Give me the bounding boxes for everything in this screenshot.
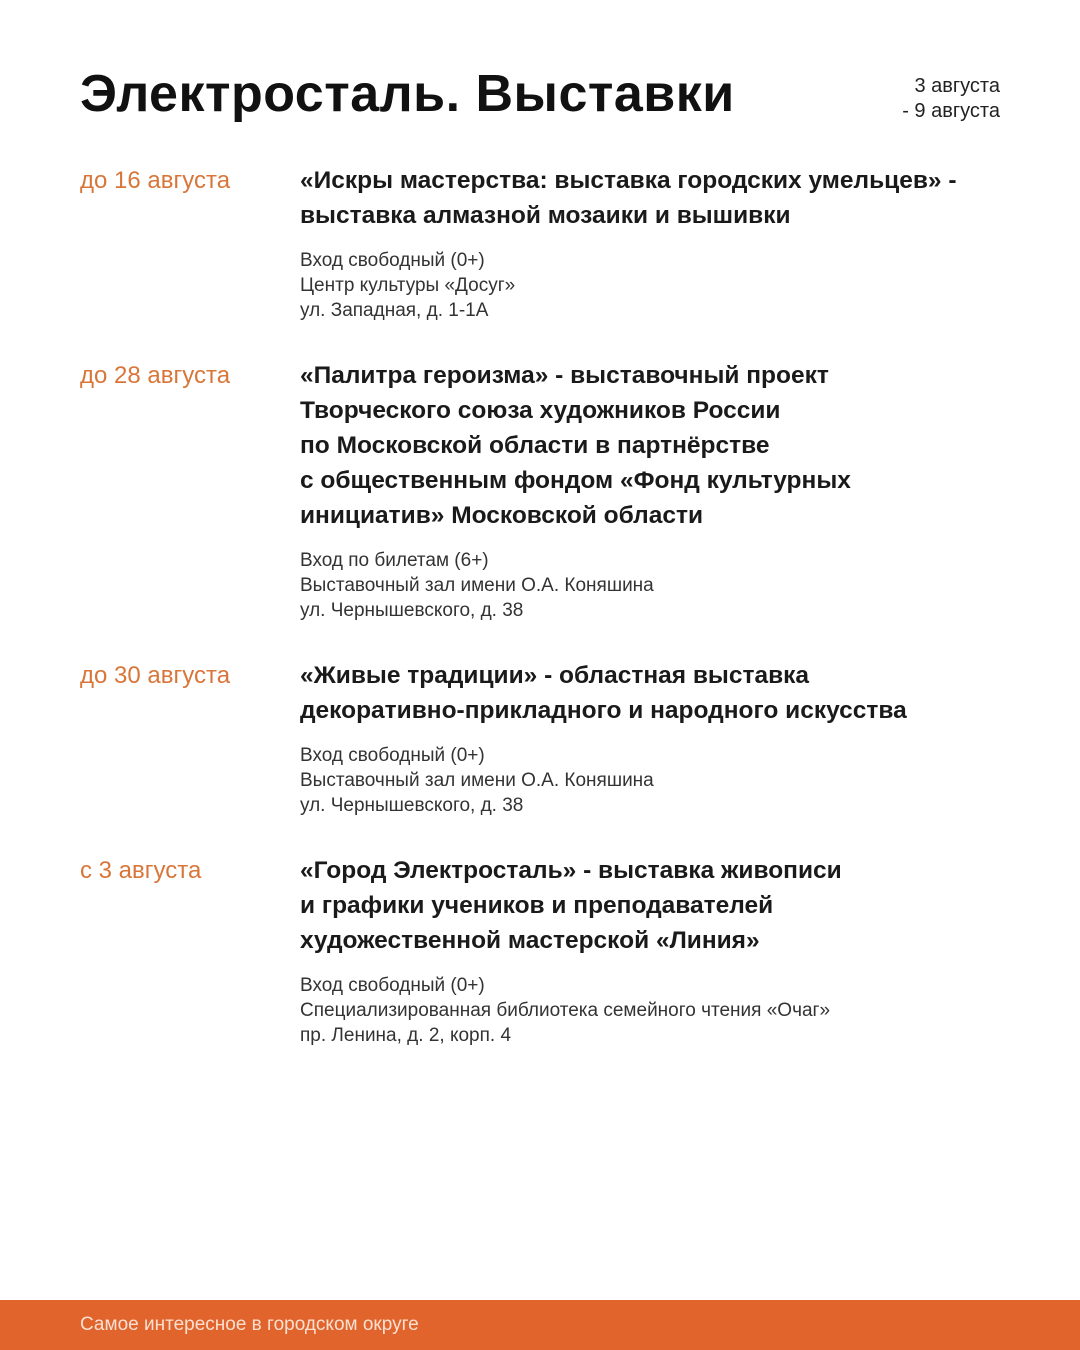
event-date: до 28 августа xyxy=(80,362,231,389)
event-title-line: «Искры мастерства: выставка городских умельцев» - xyxy=(300,167,957,194)
event-address: ул. Чернышевского, д. 38 xyxy=(300,795,524,816)
event-date: до 16 августа xyxy=(80,167,231,194)
date-range-start: 3 августа xyxy=(914,75,1000,97)
page-header xyxy=(80,62,1000,132)
event-title-line: инициатив» Московской области xyxy=(300,502,704,529)
event-body xyxy=(300,163,1000,323)
event-body xyxy=(300,853,1000,1048)
event-title-line: по Московской области в партнёрстве xyxy=(300,432,770,459)
event-entry: Вход по билетам (6+) xyxy=(300,550,489,571)
event-details xyxy=(300,743,1000,818)
event-date: до 30 августа xyxy=(80,662,231,689)
event-address: пр. Ленина, д. 2, корп. 4 xyxy=(300,1025,512,1046)
event-entry: Вход свободный (0+) xyxy=(300,975,485,996)
date-range xyxy=(902,74,1000,124)
event-title-line: художественной мастерской «Линия» xyxy=(300,927,760,954)
footer-bar xyxy=(0,1300,1080,1350)
event-venue: Выставочный зал имени О.А. Коняшина xyxy=(300,575,654,596)
event-entry: Вход свободный (0+) xyxy=(300,745,485,766)
footer-tagline: Самое интересное в городском округе xyxy=(80,1314,419,1335)
event-venue: Специализированная библиотека семейного чтения «Очаг» xyxy=(300,1000,831,1021)
event-body xyxy=(300,358,1000,623)
event-title-line: с общественным фондом «Фонд культурных xyxy=(300,467,851,494)
page-title: Электросталь. Выставки xyxy=(80,65,735,123)
event-title-line: «Живые традиции» - областная выставка xyxy=(300,662,810,689)
event-details xyxy=(300,248,1000,323)
event-details xyxy=(300,548,1000,623)
event-title xyxy=(300,658,1000,728)
event-title-line: «Палитра героизма» - выставочный проект xyxy=(300,362,829,389)
event-title-line: Творческого союза художников России xyxy=(300,397,781,424)
event-address: ул. Западная, д. 1-1А xyxy=(300,300,489,321)
event-title-line: выставка алмазной мозаики и вышивки xyxy=(300,202,791,229)
date-range-end: - 9 августа xyxy=(902,100,1000,122)
event-title xyxy=(300,358,1000,533)
event-venue: Центр культуры «Досуг» xyxy=(300,275,516,296)
event-title-line: декоративно-прикладного и народного искусства xyxy=(300,697,907,724)
event-date: с 3 августа xyxy=(80,857,202,884)
event-address: ул. Чернышевского, д. 38 xyxy=(300,600,524,621)
event-body xyxy=(300,658,1000,818)
event-title-line: и графики учеников и преподавателей xyxy=(300,892,774,919)
event-title xyxy=(300,853,1000,958)
event-entry: Вход свободный (0+) xyxy=(300,250,485,271)
event-title xyxy=(300,163,1000,233)
event-venue: Выставочный зал имени О.А. Коняшина xyxy=(300,770,654,791)
event-details xyxy=(300,973,1000,1048)
event-title-line: «Город Электросталь» - выставка живописи xyxy=(300,857,842,884)
